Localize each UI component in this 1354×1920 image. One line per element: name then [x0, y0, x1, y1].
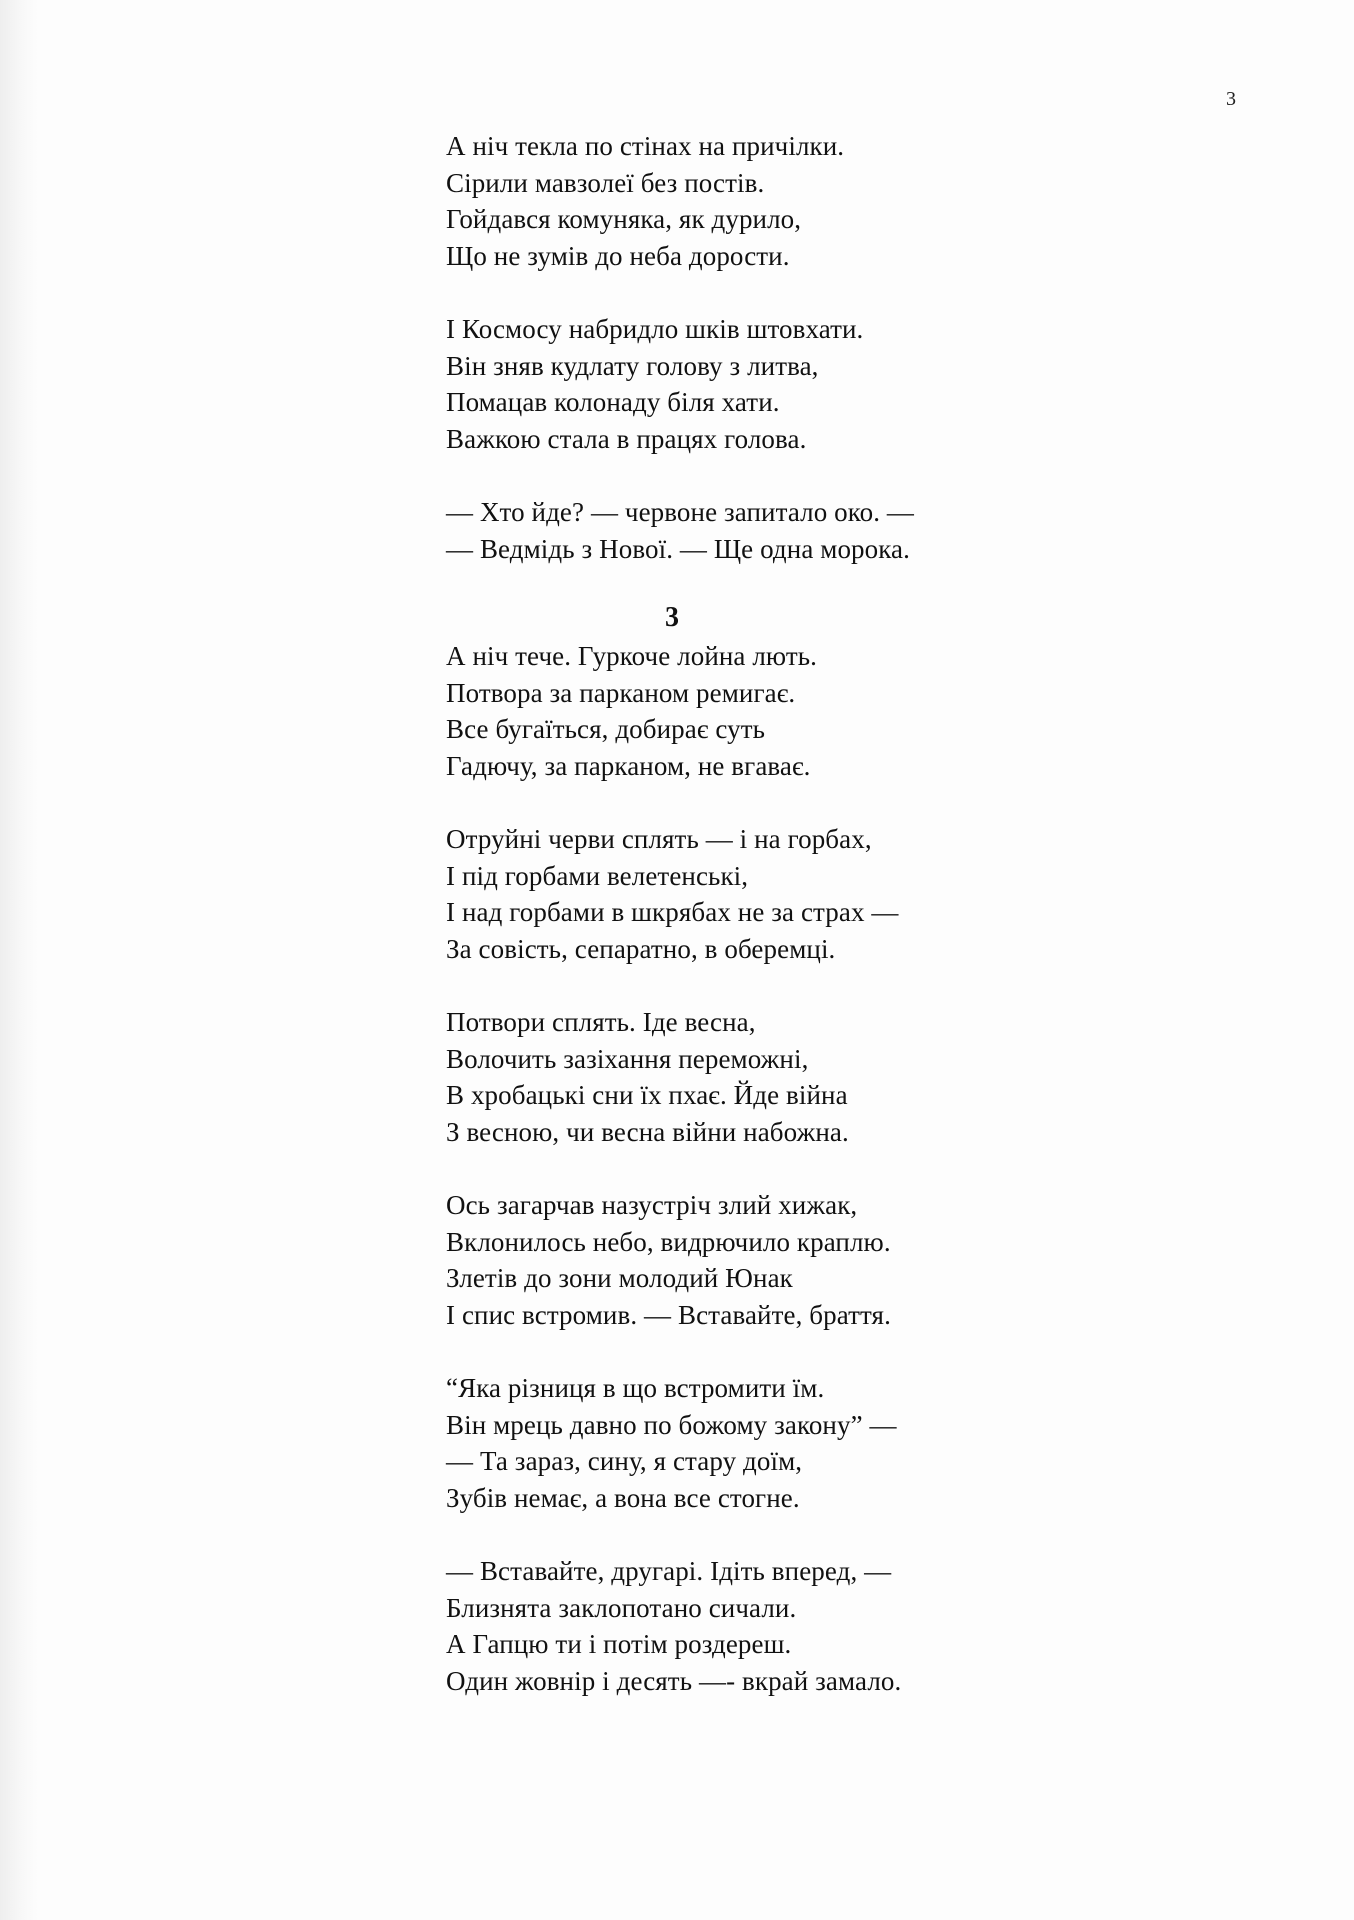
poem-line: Ось загарчав назустріч злий хижак,: [446, 1190, 858, 1220]
page-number: 3: [1226, 88, 1236, 110]
poem-line: Потвора за парканом ремигає.: [446, 677, 796, 708]
poem-line: А ніч текла по стінах на причілки.: [446, 131, 845, 161]
stanza: [446, 494, 1106, 567]
poem-line: — Вставайте, другарі. Ідіть вперед, —: [446, 1556, 892, 1586]
poem-line: Гадючу, за парканом, не вгаває.: [446, 750, 811, 781]
poem-line: За совість, сепаратно, в оберемці.: [446, 933, 836, 964]
poem-line: — Та зараз, сину, я стару доїм,: [446, 1446, 803, 1476]
stanza: [446, 1370, 1106, 1516]
poem-line: І спис встромив. — Вставайте, браття.: [446, 1299, 891, 1330]
poem-line: Близнята заклопотано сичали.: [446, 1592, 797, 1623]
stanza: [446, 128, 1106, 274]
poem-line: І над горбами в шкрябах не за страх —: [446, 897, 899, 927]
poem-line: Волочить зазіхання переможні,: [446, 1043, 809, 1074]
stanza: [446, 1004, 1106, 1150]
poem-line: Вклонилось небо, видрючило краплю.: [446, 1226, 891, 1257]
poem-line: Зубів немає, а вона все стогне.: [446, 1482, 800, 1513]
poem-line: Помацав колонаду біля хати.: [446, 387, 780, 417]
stanza: [446, 1553, 1106, 1699]
stanza: [446, 311, 1106, 457]
poem-section: [446, 128, 1106, 567]
poem-line: Все бугаїться, добирає суть: [446, 714, 766, 744]
poem-line: Що не зумів до неба дорости.: [446, 240, 790, 271]
stanza: [446, 1187, 1106, 1333]
scan-shadow-edge: [0, 0, 38, 1920]
poem-line: В хробацькі сни їх пхає. Йде війна: [446, 1080, 848, 1110]
poem-line: Гойдався комуняка, як дурило,: [446, 204, 802, 234]
poem-line: “Яка різниця в що встромити їм.: [446, 1373, 825, 1403]
poem-line: Сірили мавзолеї без постів.: [446, 167, 765, 198]
poem-body: [446, 128, 1106, 1736]
poem-line: — Хто йде? — червоне запитало око. —: [446, 497, 915, 527]
poem-line: Потвори сплять. Іде весна,: [446, 1007, 756, 1037]
poem-line: З весною, чи весна війни набожна.: [446, 1116, 849, 1147]
poem-line: Один жовнір і десять —- вкрай замало.: [446, 1665, 902, 1696]
stanza: [446, 638, 1106, 784]
poem-line: Отруйні черви сплять — і на горбах,: [446, 824, 872, 854]
poem-line: Злетів до зони молодий Юнак: [446, 1263, 793, 1293]
poem-line: Він мрець давно по божому закону” —: [446, 1409, 897, 1440]
poem-line: А Гапцю ти і потім роздереш.: [446, 1629, 792, 1659]
poem-section: [446, 600, 1106, 1699]
poem-line: — Ведмідь з Нової. — Ще одна морока.: [446, 533, 910, 564]
poem-line: І під горбами велетенські,: [446, 860, 749, 891]
poem-line: Він зняв кудлату голову з литва,: [446, 350, 819, 381]
poem-line: Важкою стала в працях голова.: [446, 423, 807, 454]
section-heading: 3: [665, 602, 679, 633]
poem-line: А ніч тече. Гуркоче лойна лють.: [446, 641, 818, 671]
poem-line: І Космосу набридло шків штовхати.: [446, 314, 864, 344]
stanza: [446, 821, 1106, 967]
